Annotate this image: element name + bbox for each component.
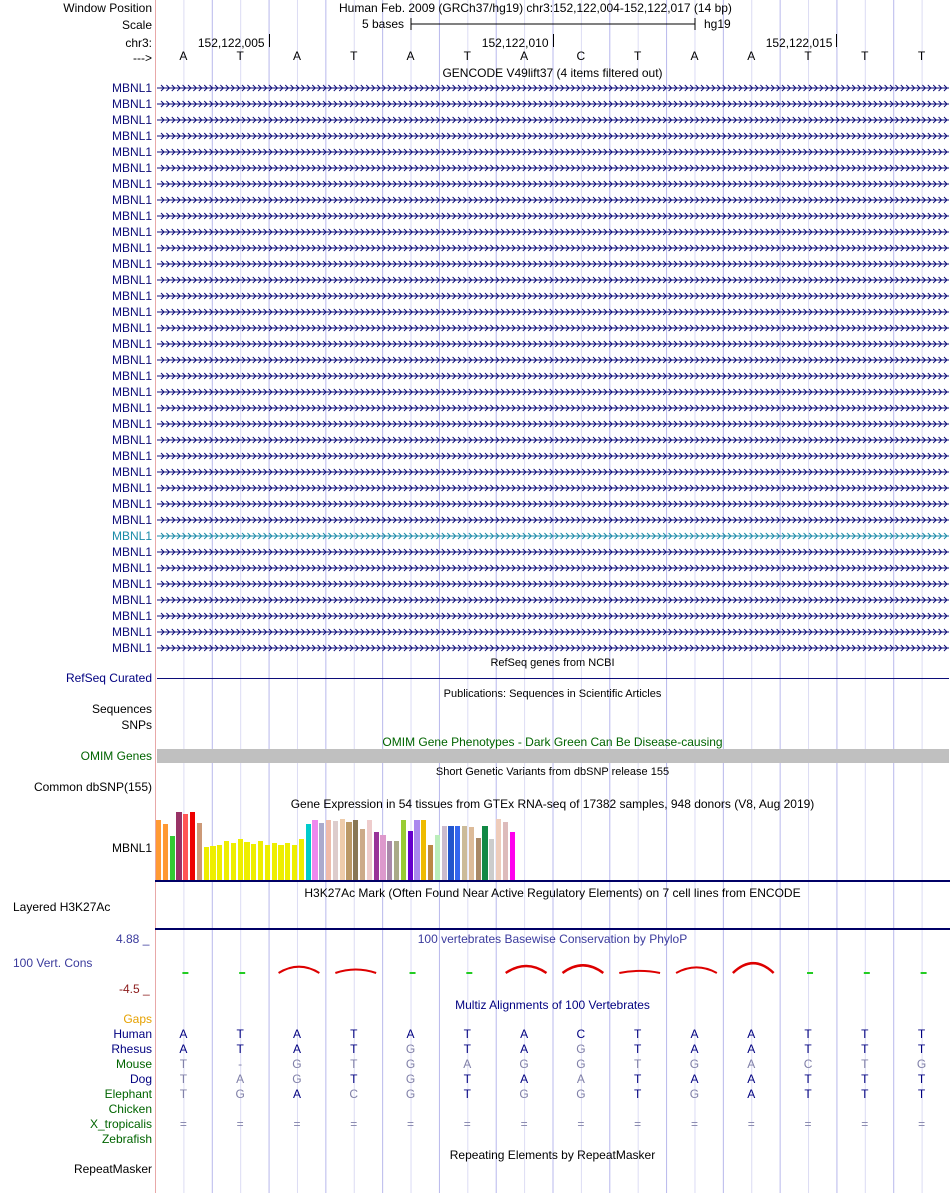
chrom-label: chr3: [125,36,152,50]
gencode-transcript[interactable] [157,305,949,319]
multiz-base: - [238,1057,243,1071]
gtex-tissue-bar[interactable] [374,832,379,880]
gtex-tissue-bar[interactable] [278,845,283,880]
multiz-base: T [634,1087,642,1101]
dna-base: A [292,49,301,63]
multiz-base: C [803,1057,813,1071]
phylop-score-mark[interactable] [335,970,376,974]
multiz-base: G [405,1087,416,1101]
gencode-transcript[interactable] [157,225,949,239]
gencode-transcript[interactable] [157,113,949,127]
multiz-base: T [236,1027,244,1041]
multiz-species-label[interactable]: Zebrafish [101,1132,152,1146]
multiz-base: T [236,1042,244,1056]
gencode-transcript[interactable] [157,545,949,559]
multiz-base: A [520,1042,529,1056]
multiz-base: A [463,1057,472,1071]
multiz-base: T [179,1072,188,1086]
gencode-gene-label[interactable]: MBNL1 [111,449,152,463]
multiz-base: = [634,1117,642,1131]
gencode-gene-label[interactable]: MBNL1 [111,625,152,639]
dna-base: T [861,49,869,63]
gencode-transcript[interactable] [157,193,949,207]
gtex-tissue-bar[interactable] [435,835,440,880]
gencode-transcript[interactable] [157,481,949,495]
multiz-base: A [292,1027,301,1041]
scale-value: 5 bases [362,17,405,31]
gencode-transcript[interactable] [157,145,949,159]
multiz-base: T [634,1027,642,1041]
dna-base: T [350,49,358,63]
multiz-species-label[interactable]: Human [113,1027,152,1041]
phylop-score-mark[interactable] [676,967,717,973]
gtex-tissue-bar[interactable] [353,820,358,880]
multiz-base: = [293,1117,301,1131]
dna-base: T [463,49,471,63]
gtex-tissue-bar[interactable] [455,826,460,880]
phylop-track-title: 100 vertebrates Basewise Conservation by PhyloP [417,932,688,946]
multiz-species-label[interactable]: Elephant [104,1087,152,1101]
gtex-bar-chart[interactable] [156,812,556,880]
multiz-base: = [407,1117,415,1131]
phylop-score-mark[interactable] [619,971,660,973]
gtex-track-label[interactable]: MBNL1 [111,841,152,855]
multiz-base: G [576,1042,586,1056]
omim-track-title: OMIM Gene Phenotypes - Dark Green Can Be Disease-causing [382,735,723,749]
multiz-base: = [463,1117,471,1131]
multiz-base: T [634,1042,642,1056]
gtex-tissue-bar[interactable] [156,820,161,880]
gtex-tissue-bar[interactable] [333,821,338,880]
omim-gene-bar[interactable] [157,749,949,763]
gtex-tissue-bar[interactable] [482,826,487,880]
multiz-base: G [292,1057,302,1071]
gtex-tissue-bar[interactable] [251,844,256,880]
gencode-gene-label[interactable]: MBNL1 [111,113,152,127]
dbsnp-track-label[interactable]: Common dbSNP(155) [33,780,152,794]
multiz-base: T [861,1072,869,1086]
gencode-track-title: GENCODE V49lift37 (4 items filtered out) [442,66,663,80]
gtex-tissue-bar[interactable] [469,827,474,880]
gencode-transcript[interactable] [157,81,949,95]
gencode-gene-label[interactable]: MBNL1 [111,417,152,431]
gtex-tissue-bar[interactable] [510,832,515,880]
gtex-tissue-bar[interactable] [448,826,453,880]
gencode-transcript[interactable] [157,625,949,639]
multiz-base: T [804,1087,812,1101]
refseq-gene-line[interactable] [157,678,949,679]
gencode-transcript[interactable] [157,321,949,335]
multiz-base: A [520,1027,529,1041]
gencode-transcript[interactable] [157,337,949,351]
gencode-transcript[interactable] [157,353,949,367]
gtex-tissue-bar[interactable] [190,812,195,880]
gtex-tissue-bar[interactable] [204,847,209,880]
multiz-base: G [405,1072,416,1086]
multiz-base: T [179,1057,188,1071]
publications-snps-label[interactable]: SNPs [121,718,152,732]
multiz-base: G [916,1057,927,1071]
gencode-gene-label[interactable]: MBNL1 [111,401,152,415]
multiz-base: G [576,1087,586,1101]
gtex-tissue-bar[interactable] [210,846,215,880]
multiz-base: G [576,1057,586,1071]
publications-track-title: Publications: Sequences in Scientific Articles [443,688,662,700]
multiz-base: G [235,1087,245,1101]
multiz-track-title: Multiz Alignments of 100 Vertebrates [455,998,650,1012]
gencode-transcript[interactable] [157,97,949,111]
multiz-base: A [747,1072,756,1086]
multiz-base: A [747,1057,756,1071]
gencode-gene-label[interactable]: MBNL1 [111,225,152,239]
gtex-tissue-bar[interactable] [244,842,249,880]
gencode-transcript[interactable] [157,241,949,255]
refseq-track-label[interactable]: RefSeq Curated [65,671,152,685]
multiz-species-label[interactable]: X_tropicalis [89,1117,152,1131]
multiz-base: A [292,1042,301,1056]
gtex-tissue-bar[interactable] [476,838,481,880]
dna-base: A [406,49,415,63]
gencode-gene-label[interactable]: MBNL1 [111,97,152,111]
gtex-tissue-bar[interactable] [421,820,426,880]
phylop-min-label: -4.5 _ [119,982,150,996]
multiz-species-label[interactable]: Mouse [115,1057,152,1071]
gtex-tissue-bar[interactable] [258,841,263,880]
gencode-gene-label[interactable]: MBNL1 [111,193,152,207]
gencode-transcript[interactable] [157,497,949,511]
gtex-tissue-bar[interactable] [414,820,419,880]
multiz-base: = [690,1117,698,1131]
gencode-gene-label[interactable]: MBNL1 [111,513,152,527]
gtex-tissue-bar[interactable] [163,824,168,880]
gencode-gene-label[interactable]: MBNL1 [111,577,152,591]
gtex-tissue-bar[interactable] [224,841,229,880]
multiz-base: G [689,1087,700,1101]
multiz-base: G [519,1057,529,1071]
gtex-tissue-bar[interactable] [503,822,508,880]
gtex-tissue-bar[interactable] [197,823,202,880]
gencode-transcript[interactable] [157,161,949,175]
multiz-base: T [634,1057,642,1071]
multiz-base: = [577,1117,585,1131]
multiz-base: A [406,1027,415,1041]
phylop-track-label[interactable]: 100 Vert. Cons [13,956,93,970]
multiz-base: = [804,1117,812,1131]
multiz-base: T [917,1042,926,1056]
multiz-base: A [236,1072,245,1086]
scale-bar [410,17,698,31]
gtex-tissue-bar[interactable] [394,841,399,880]
multiz-base: T [350,1042,358,1056]
dna-base: T [236,49,244,63]
gencode-gene-label[interactable]: MBNL1 [111,609,152,623]
phylop-max-label: 4.88 _ [116,932,150,946]
gencode-transcript[interactable] [157,289,949,303]
gencode-transcript[interactable] [157,641,949,655]
gencode-transcript[interactable] [157,513,949,527]
gtex-tissue-bar[interactable] [306,824,311,880]
multiz-base: = [350,1117,358,1131]
multiz-base: T [917,1072,926,1086]
publications-sequences-label[interactable]: Sequences [91,702,152,716]
gencode-gene-label[interactable]: MBNL1 [111,337,152,351]
multiz-base: T [861,1042,869,1056]
multiz-base: A [747,1027,756,1041]
gencode-gene-label[interactable]: MBNL1 [111,561,152,575]
multiz-base: = [520,1117,528,1131]
multiz-base: G [519,1087,529,1101]
gtex-tissue-bar[interactable] [217,845,222,880]
dbsnp-track-title: Short Genetic Variants from dbSNP release 155 [435,766,670,778]
coordinate-label: 152,122,005 [197,36,265,50]
multiz-base: C [349,1087,359,1101]
gtex-tissue-bar[interactable] [238,839,243,880]
gtex-tissue-bar[interactable] [265,845,270,880]
gencode-transcript[interactable] [157,529,949,543]
h3k27ac-bottom-separator [155,928,950,930]
gencode-gene-label[interactable]: MBNL1 [111,481,152,495]
gencode-gene-label[interactable]: MBNL1 [111,209,152,223]
gencode-gene-label[interactable]: MBNL1 [111,145,152,159]
multiz-base: G [405,1042,416,1056]
repeatmasker-track-title: Repeating Elements by RepeatMasker [449,1148,656,1162]
gencode-gene-label[interactable]: MBNL1 [111,177,152,191]
coordinate-tick [836,34,837,47]
gtex-tissue-bar[interactable] [312,820,317,880]
multiz-base: T [350,1072,358,1086]
dna-base: T [917,49,926,63]
gencode-gene-label[interactable]: MBNL1 [111,161,152,175]
multiz-base: T [350,1027,358,1041]
gtex-tissue-bar[interactable] [496,819,501,880]
multiz-base: T [634,1072,642,1086]
coordinate-label: 152,122,015 [765,36,833,50]
multiz-base: = [747,1117,755,1131]
phylop-score-mark[interactable] [506,966,547,973]
gtex-tissue-bar[interactable] [170,836,175,880]
gencode-transcript[interactable] [157,273,949,287]
gencode-transcript[interactable] [157,593,949,607]
gencode-transcript[interactable] [157,609,949,623]
multiz-base: A [292,1087,301,1101]
refseq-track-title: RefSeq genes from NCBI [490,657,615,669]
multiz-base: = [918,1117,926,1131]
phylop-wiggle[interactable] [157,950,949,990]
dna-base: T [804,49,812,63]
gtex-tissue-bar[interactable] [346,822,351,880]
scale-assembly: hg19 [704,17,731,31]
gencode-gene-label[interactable]: MBNL1 [111,545,152,559]
multiz-base: G [292,1072,302,1086]
gtex-tissue-bar[interactable] [340,819,345,880]
multiz-base: A [747,1087,756,1101]
gtex-tissue-bar[interactable] [428,845,433,880]
gencode-transcript[interactable] [157,577,949,591]
gtex-tissue-bar[interactable] [272,843,277,880]
gencode-transcript[interactable] [157,401,949,415]
multiz-base: A [520,1072,529,1086]
omim-track-label[interactable]: OMIM Genes [80,749,152,763]
multiz-base: A [690,1072,699,1086]
gtex-bottom-separator [155,880,950,882]
multiz-base: T [463,1027,471,1041]
gencode-transcript[interactable] [157,561,949,575]
gtex-tissue-bar[interactable] [183,814,188,880]
gtex-tissue-bar[interactable] [360,829,365,880]
multiz-base: T [179,1087,188,1101]
gtex-tissue-bar[interactable] [292,845,297,880]
gencode-transcript[interactable] [157,369,949,383]
multiz-species-label[interactable]: Chicken [108,1102,152,1116]
gencode-gene-label[interactable]: MBNL1 [111,369,152,383]
gtex-tissue-bar[interactable] [176,812,181,880]
phylop-score-mark[interactable] [563,965,604,973]
multiz-base: T [804,1042,812,1056]
multiz-base: A [690,1027,699,1041]
gencode-gene-label[interactable]: MBNL1 [111,641,152,655]
coordinate-label: 152,122,010 [481,36,549,50]
gtex-tissue-bar[interactable] [367,820,372,880]
gencode-transcript[interactable] [157,129,949,143]
h3k27ac-track-label[interactable]: Layered H3K27Ac [13,900,111,914]
multiz-base: T [463,1087,471,1101]
multiz-base: A [576,1072,585,1086]
multiz-base: T [804,1027,812,1041]
multiz-base: T [917,1027,926,1041]
multiz-species-label[interactable]: Dog [129,1072,152,1086]
window-position-value: Human Feb. 2009 (GRCh37/hg19) chr3:152,122,004-152,122,017 (14 bp) [339,1,732,15]
dna-base: A [747,49,756,63]
gtex-tissue-bar[interactable] [285,843,290,880]
multiz-base: = [179,1117,187,1131]
phylop-score-mark[interactable] [279,967,320,973]
multiz-base: A [179,1027,188,1041]
multiz-base: = [236,1117,244,1131]
gtex-tissue-bar[interactable] [319,823,324,880]
gencode-transcript[interactable] [157,449,949,463]
gencode-gene-label[interactable]: MBNL1 [111,593,152,607]
gtex-tissue-bar[interactable] [231,843,236,880]
gencode-gene-label[interactable]: MBNL1 [111,241,152,255]
gencode-gene-label[interactable]: MBNL1 [111,81,152,95]
gencode-gene-label[interactable]: MBNL1 [111,305,152,319]
gencode-gene-label[interactable]: MBNL1 [111,465,152,479]
gencode-transcript[interactable] [157,417,949,431]
h3k27ac-track-title: H3K27Ac Mark (Often Found Near Active Regulatory Elements) on 7 cell lines from ENCODE [304,886,801,900]
gencode-gene-label[interactable]: MBNL1 [111,273,152,287]
gencode-transcript[interactable] [157,257,949,271]
gtex-track-title: Gene Expression in 54 tissues from GTEx RNA-seq of 17382 samples, 948 donors (V8, Aug 2019) [290,797,815,811]
multiz-base: = [861,1117,869,1131]
multiz-base: A [179,1042,188,1056]
multiz-species-label[interactable]: Rhesus [111,1042,152,1056]
gencode-gene-label[interactable]: MBNL1 [111,433,152,447]
gencode-gene-label[interactable]: MBNL1 [111,497,152,511]
gtex-tissue-bar[interactable] [489,839,494,880]
multiz-base: A [747,1042,756,1056]
dna-base: A [520,49,529,63]
multiz-base: T [350,1057,358,1071]
multiz-base: T [917,1087,926,1101]
dna-base: C [576,49,586,63]
gtex-tissue-bar[interactable] [442,826,447,880]
multiz-base: C [576,1027,586,1041]
gtex-tissue-bar[interactable] [401,820,406,880]
multiz-base: T [861,1087,869,1101]
gtex-tissue-bar[interactable] [326,820,331,880]
gencode-transcript[interactable] [157,385,949,399]
multiz-gaps-label: Gaps [123,1012,152,1026]
gtex-tissue-bar[interactable] [408,831,413,880]
gtex-tissue-bar[interactable] [299,839,304,880]
multiz-base: T [463,1072,471,1086]
phylop-score-mark[interactable] [733,963,774,973]
gtex-tissue-bar[interactable] [387,841,392,880]
multiz-base: A [690,1042,699,1056]
repeatmasker-track-label[interactable]: RepeatMasker [73,1162,152,1176]
gencode-transcript[interactable] [157,433,949,447]
multiz-base: T [463,1042,471,1056]
scale-label: Scale [121,18,152,32]
multiz-base: G [689,1057,700,1071]
multiz-base: T [861,1027,869,1041]
gencode-gene-label[interactable]: MBNL1 [111,129,152,143]
window-position-label: Window Position [63,1,152,15]
gtex-tissue-bar[interactable] [380,835,385,880]
dna-base: A [179,49,188,63]
gencode-transcript[interactable] [157,209,949,223]
coordinate-tick [269,34,270,47]
gencode-gene-label[interactable]: MBNL1 [111,529,152,543]
dna-base: T [634,49,642,63]
multiz-base: T [861,1057,869,1071]
gencode-gene-label[interactable]: MBNL1 [111,353,152,367]
gencode-gene-label[interactable]: MBNL1 [111,289,152,303]
strand-label: ---> [133,51,152,65]
gencode-gene-label[interactable]: MBNL1 [111,321,152,335]
gencode-gene-label[interactable]: MBNL1 [111,257,152,271]
multiz-base: G [405,1057,416,1071]
gencode-gene-label[interactable]: MBNL1 [111,385,152,399]
gencode-transcript[interactable] [157,177,949,191]
multiz-base: T [804,1072,812,1086]
gtex-tissue-bar[interactable] [462,826,467,880]
gencode-transcript[interactable] [157,465,949,479]
dna-base: A [690,49,699,63]
coordinate-tick [553,34,554,47]
